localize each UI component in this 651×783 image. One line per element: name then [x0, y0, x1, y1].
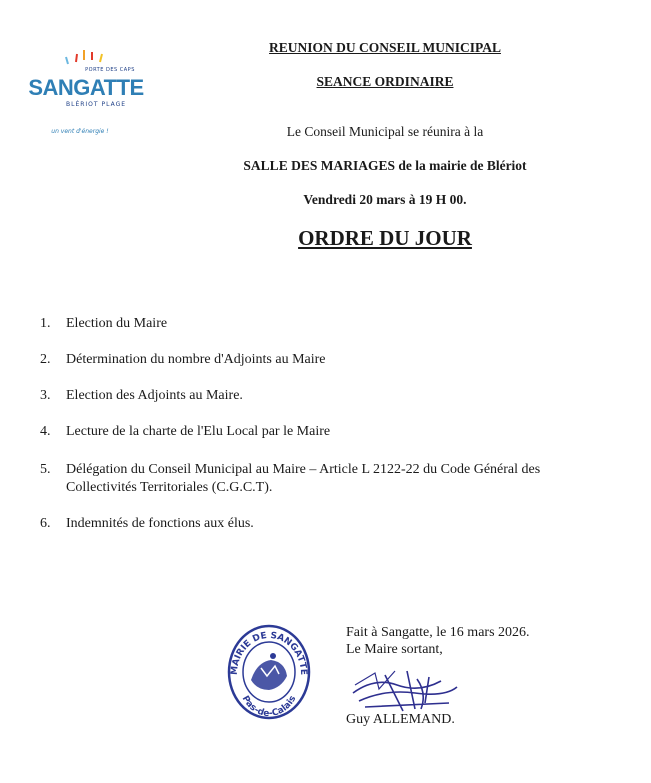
- agenda-item: [40, 387, 600, 405]
- agenda-item: [40, 351, 600, 369]
- agenda-item: [40, 423, 600, 441]
- agenda-item-text: Election des Adjoints au Maire.: [66, 388, 243, 403]
- agenda-title: ORDRE DU JOUR: [298, 226, 472, 250]
- agenda-item-number: 2.: [40, 352, 51, 367]
- agenda-item: [40, 461, 600, 497]
- agenda-item-text: Indemnités de fonctions aux élus.: [66, 516, 254, 531]
- meeting-type: SEANCE ORDINAIRE: [316, 74, 454, 89]
- agenda-item-number: 1.: [40, 316, 51, 331]
- seal-top-text: MAIRIE DE SANGATTE: [229, 630, 309, 676]
- agenda-item-number: 3.: [40, 388, 51, 403]
- signature-role: Le Maire sortant,: [346, 642, 443, 657]
- notice-location: SALLE DES MARIAGES de la mairie de Blériot: [243, 158, 527, 173]
- agenda-item-text: Election du Maire: [66, 316, 168, 331]
- logo-slogan: un vent d'énergie !: [51, 128, 109, 135]
- logo-top-text: PORTE DES CAPS: [85, 67, 135, 73]
- seal-bottom-text: Pas-de-Calais: [239, 694, 299, 720]
- sangatte-logo: [28, 44, 146, 140]
- agenda-item-number: 4.: [40, 424, 51, 439]
- agenda-item-number: 5.: [40, 462, 51, 477]
- agenda-item-text: Détermination du nombre d'Adjoints au Maire: [66, 352, 326, 367]
- signature-place-date: Fait à Sangatte, le 16 mars 2026.: [346, 625, 530, 640]
- agenda-item: [40, 315, 600, 333]
- town-hall-seal: [227, 624, 311, 720]
- agenda-item-text: Lecture de la charte de l'Elu Local par le Maire: [66, 424, 331, 439]
- meeting-title: REUNION DU CONSEIL MUNICIPAL: [269, 40, 501, 55]
- seal-emblem-icon: [251, 653, 287, 690]
- notice-line-1: Le Conseil Municipal se réunira à la: [286, 124, 484, 139]
- agenda-item-text: Délégation du Conseil Municipal au Maire – Article L 2122-22 du Code Général des Collectivités Territoriales (C.G.C.T).: [66, 462, 541, 495]
- notice-datetime: Vendredi 20 mars à 19 H 00.: [303, 192, 467, 207]
- signature-name: Guy ALLEMAND.: [346, 712, 455, 727]
- agenda-item: [40, 515, 600, 533]
- logo-sub-text: BLÉRIOT PLAGE: [65, 101, 127, 108]
- handwritten-signature: [345, 663, 463, 717]
- logo-rays-icon: [66, 50, 102, 64]
- agenda-item-number: 6.: [40, 516, 51, 531]
- logo-brand: SANGATTE: [28, 75, 144, 100]
